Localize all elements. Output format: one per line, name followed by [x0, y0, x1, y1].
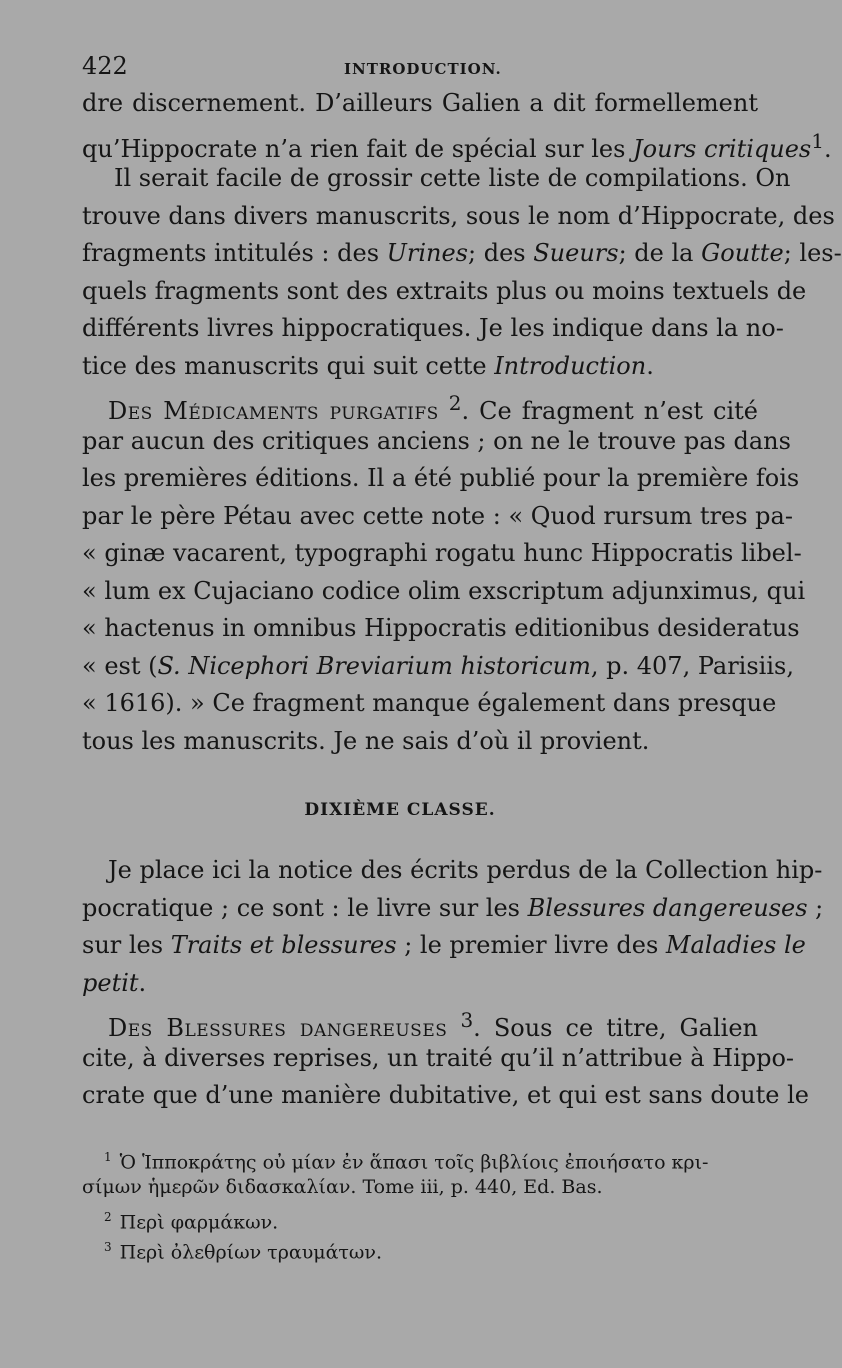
text-line: Il serait facile de grossir cette liste de compilations. On: [114, 164, 791, 192]
footnote-2: $^2$ Περὶ φαρμάκων.: [104, 1210, 279, 1234]
text-line: les premières éditions. Il a été publié pour la première fois: [82, 464, 800, 492]
text-line: « 1616). » Ce fragment manque également dans presque: [82, 689, 777, 717]
text-line: Des Médicaments purgatifs $^2$. Ce fragment n’est cité: [108, 391, 758, 425]
text-line: sur les Traits et blessures ; le premier livre des Maladies le: [82, 931, 806, 959]
text-line: Des Blessures dangereuses $^3$. Sous ce titre, Galien: [108, 1008, 759, 1042]
entry-title: Des Médicaments purgatifs: [108, 397, 439, 425]
body-text-bottom: [82, 852, 824, 1115]
text-line: « hactenus in omnibus Hippocratis editionibus desideratus: [82, 614, 800, 642]
text-line: cite, à diverses reprises, un traité qu’il n’attribue à Hippo-: [82, 1043, 795, 1072]
text-line: pocratique ; ce sont : le livre sur les Blessures dangereuses ;: [82, 893, 824, 922]
text-line: par aucun des critiques anciens ; on ne le trouve pas dans: [82, 426, 791, 455]
footnote-ref: 2: [448, 391, 462, 415]
text-line: « est (S. Nicephori Breviarium historicum, p. 407, Parisiis,: [82, 651, 794, 680]
footnote-1-cont: σίμων ἡμερῶν διδασκαλίαν. Tome iii, p. 440, Ed. Bas.: [82, 1176, 603, 1198]
running-title: INTRODUCTION.: [344, 60, 502, 78]
text-line: crate que d’une manière dubitative, et qui est sans doute le: [82, 1081, 809, 1109]
text-line: fragments intitulés : des Urines; des Sueurs; de la Goutte; les-: [82, 239, 842, 267]
text-line: « ginæ vacarent, typographi rogatu hunc Hippocratis libel-: [82, 539, 802, 567]
text-line: dre discernement. D’ailleurs Galien a dit formellement: [82, 89, 758, 117]
page-header: [82, 52, 758, 86]
footnotes: [82, 1142, 762, 1262]
page-number: 422: [82, 52, 128, 80]
entry-title: Des Blessures dangereuses: [108, 1014, 448, 1042]
footnote-1: $^1$ Ὁ Ἱπποκράτης οὐ μίαν ἐν ἅπασι τοῖς βιβλίοις ἐποιήσατο κρι-: [104, 1150, 709, 1174]
footnote-3: $^3$ Περὶ ὀλεθρίων τραυμάτων.: [104, 1240, 383, 1264]
footnote-ref: 3: [460, 1008, 474, 1032]
text-line: quels fragments sont des extraits plus ou moins textuels de: [82, 276, 807, 305]
text-line: différents livres hippocratiques. Je les indique dans la no-: [82, 314, 784, 342]
text-line: tous les manuscrits. Je ne sais d’où il provient.: [82, 726, 650, 755]
text-line: trouve dans divers manuscrits, sous le nom d’Hippocrate, des: [82, 201, 835, 230]
text-line: petit.: [82, 968, 147, 997]
text-line: par le père Pétau avec cette note : « Quod rursum tres pa-: [82, 501, 793, 530]
text-line: Je place ici la notice des écrits perdus de la Collection hip-: [108, 856, 823, 884]
text-line: « lum ex Cujaciano codice olim exscriptum adjunximus, qui: [82, 576, 806, 605]
footnote-ref: 1: [811, 128, 824, 153]
body-text-top: [82, 85, 842, 760]
text-line: qu’Hippocrate n’a rien fait de spécial sur les Jours critiques$^1$.: [82, 128, 832, 163]
section-heading: DIXIÈME CLASSE.: [304, 800, 496, 820]
text-line: tice des manuscrits qui suit cette Introduction.: [82, 351, 654, 380]
